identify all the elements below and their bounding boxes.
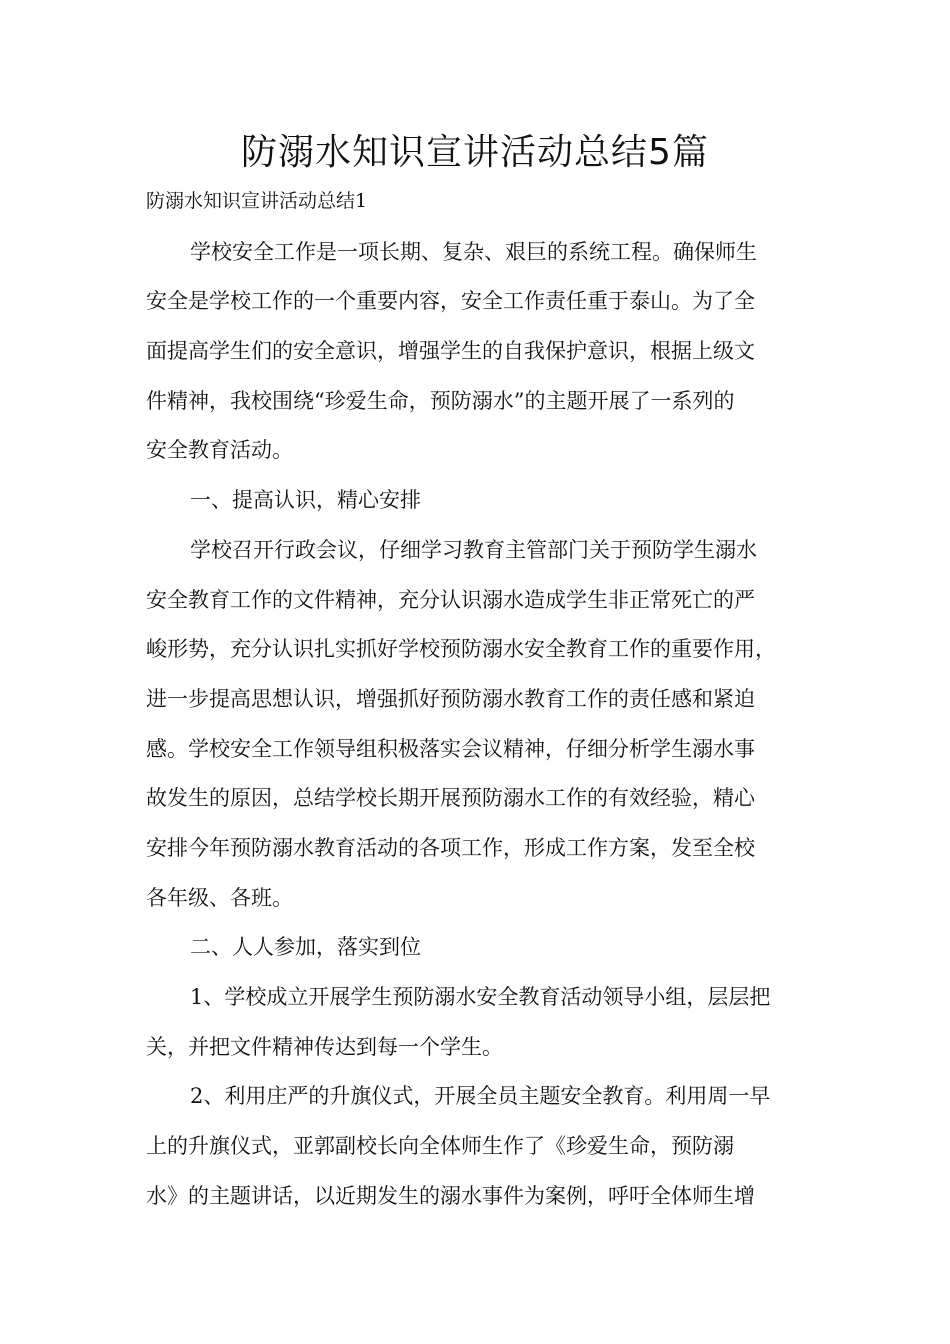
paragraph-line: 水》的主题讲话，以近期发生的溺水事件为案例，呼吁全体师生增 bbox=[146, 1184, 755, 1208]
paragraph-line: 关，并把文件精神传达到每一个学生。 bbox=[146, 1035, 503, 1059]
paragraph-line: 安全教育活动。 bbox=[146, 438, 293, 462]
paragraph-line: 安排今年预防溺水教育活动的各项工作，形成工作方案，发至全校 bbox=[146, 836, 755, 860]
paragraph-line: 峻形势，充分认识扎实抓好学校预防溺水安全教育工作的重要作用， bbox=[146, 637, 776, 661]
paragraph-line: 学校召开行政会议，仔细学习教育主管部门关于预防学生溺水 bbox=[190, 538, 757, 562]
paragraph-line: 1、学校成立开展学生预防溺水安全教育活动领导小组，层层把 bbox=[190, 985, 771, 1009]
paragraph-line: 件精神，我校围绕“珍爱生命，预防溺水”的主题开展了一系列的 bbox=[146, 389, 735, 413]
section-heading: 二、人人参加，落实到位 bbox=[190, 935, 421, 959]
paragraph-line: 安全教育工作的文件精神，充分认识溺水造成学生非正常死亡的严 bbox=[146, 588, 755, 612]
paragraph-line: 面提高学生们的安全意识，增强学生的自我保护意识，根据上级文 bbox=[146, 339, 755, 363]
paragraph-line: 上的升旗仪式，亚郭副校长向全体师生作了《珍爱生命，预防溺 bbox=[146, 1134, 734, 1158]
paragraph-line: 学校安全工作是一项长期、复杂、艰巨的系统工程。确保师生 bbox=[190, 240, 757, 264]
paragraph-line: 进一步提高思想认识，增强抓好预防溺水教育工作的责任感和紧迫 bbox=[146, 687, 755, 711]
paragraph-line: 安全是学校工作的一个重要内容，安全工作责任重于泰山。为了全 bbox=[146, 289, 755, 313]
section-heading: 一、提高认识，精心安排 bbox=[190, 488, 421, 512]
document-title: 防溺水知识宣讲活动总结5篇 bbox=[241, 132, 709, 173]
paragraph-line: 感。学校安全工作领导组积极落实会议精神，仔细分析学生溺水事 bbox=[146, 737, 755, 761]
paragraph-line: 各年级、各班。 bbox=[146, 886, 293, 910]
paragraph-line: 故发生的原因，总结学校长期开展预防溺水工作的有效经验，精心 bbox=[146, 786, 755, 810]
paragraph-line: 2、利用庄严的升旗仪式，开展全员主题安全教育。利用周一早 bbox=[190, 1084, 771, 1108]
section-subtitle: 防溺水知识宣讲活动总结1 bbox=[146, 190, 368, 212]
